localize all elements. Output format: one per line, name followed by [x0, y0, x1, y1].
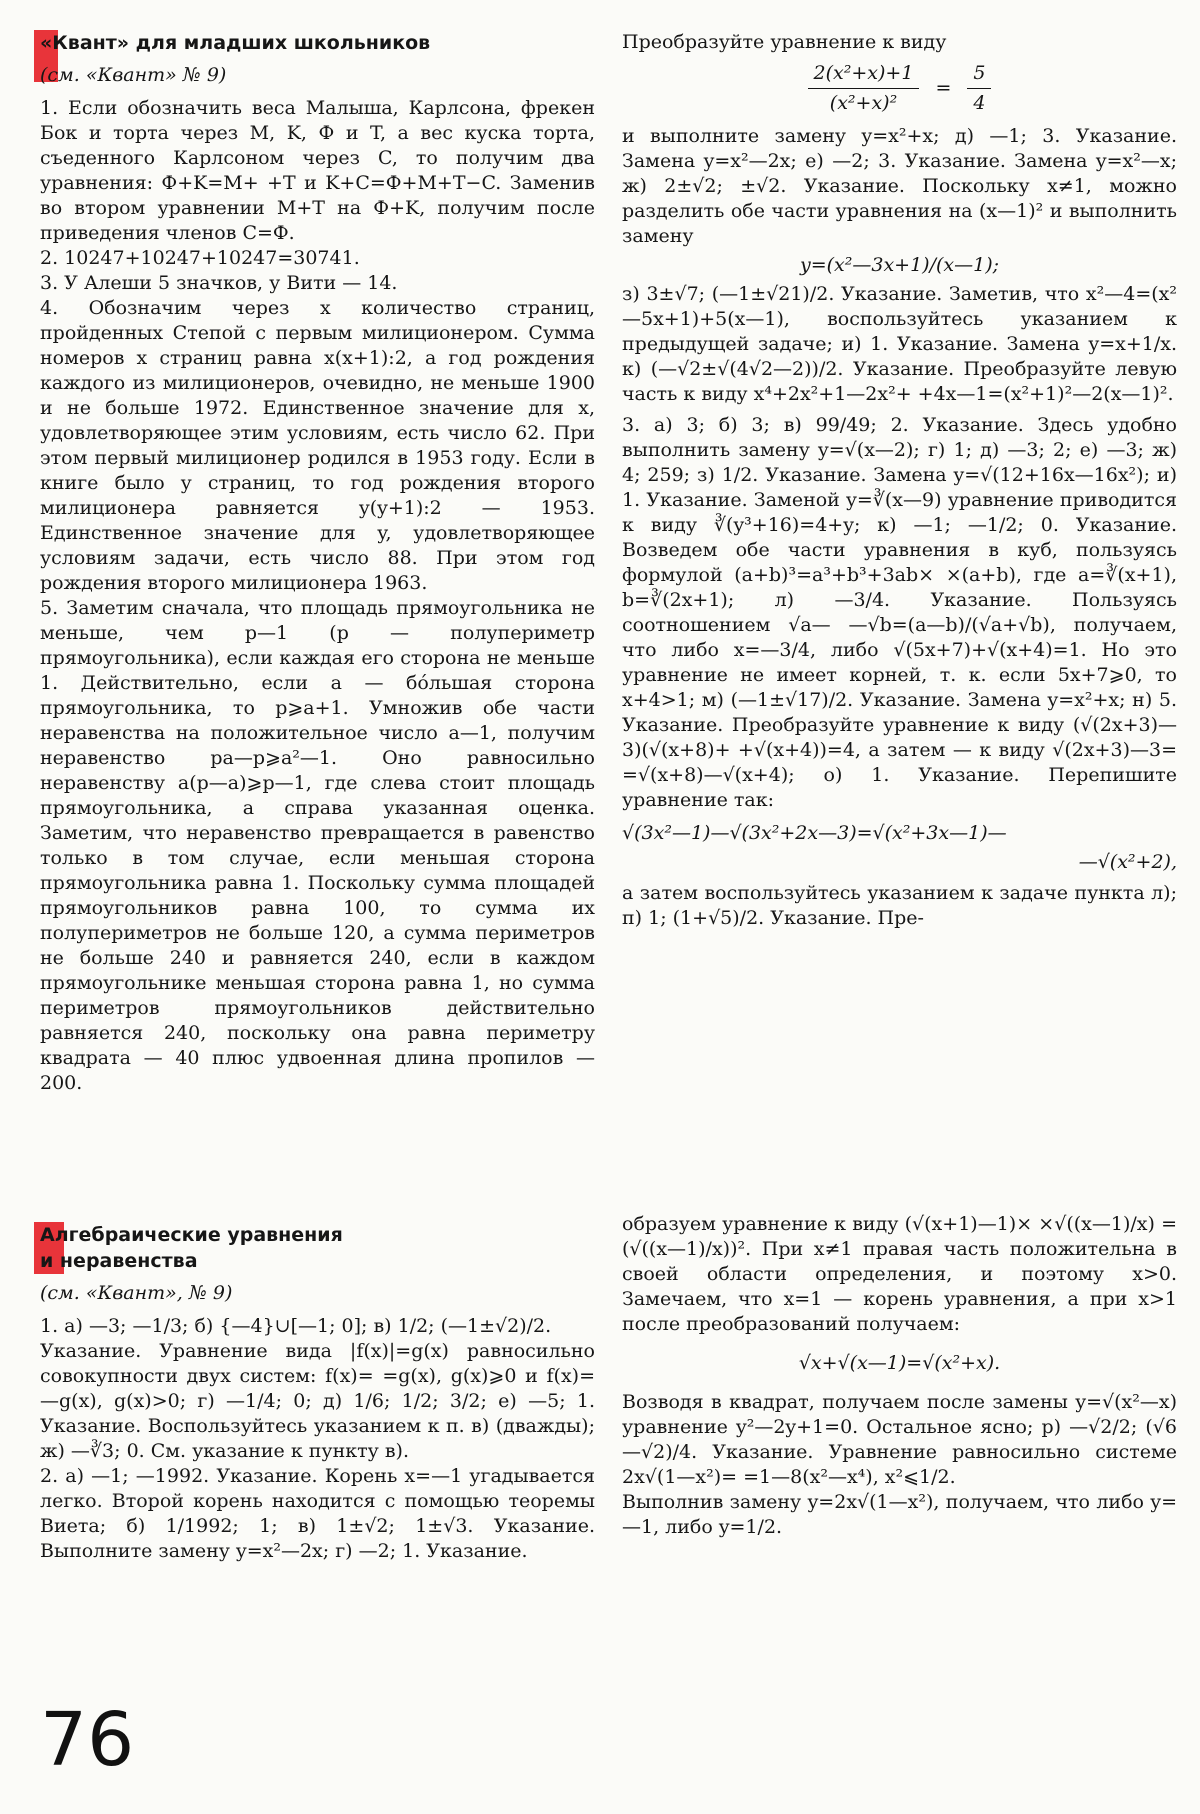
- section2-title-line2: и неравенства: [40, 1250, 198, 1272]
- section2-answer-1: 1. а) —3; —1/3; б) {—4}∪[—1; 0]; в) 1/2; (—1±√2)/2.: [40, 1315, 552, 1337]
- right-formula-b2: —√(x²+2),: [1078, 851, 1177, 873]
- fraction-left-numerator: 2(x²+x)+1: [808, 61, 920, 89]
- right-paragraph-b: з) 3±√7; (—1±√21)/2. Указание. Заметив, что x²—4=(x²—5x+1)+5(x—1), воспользуйтесь указанием к предыдущей задаче; и) 1. Указание. Замена y=x+1/x. к) (—√2±√(4√2—2))/2. Указание. Преобразуйте левую часть к виду x⁴+2x²+1—2x²+ +4x—1=(x²+1)²—2(x—1)².: [622, 283, 1177, 405]
- fraction-equation: [622, 61, 1177, 116]
- fraction-right-numerator: 5: [967, 61, 991, 89]
- fraction-right: [967, 61, 991, 116]
- section1-reference: (см. «Квант» № 9): [40, 64, 227, 86]
- section1-title: «Квант» для младших школьников: [40, 32, 431, 54]
- right-paragraph-a: и выполните замену y=x²+x; д) —1; 3. Указание. Замена y=x²—2x; е) —2; 3. Указание. Замена y=x²—x; ж) 2±√2; ±√2. Указание. Поскольку x≠1, можно разделить обе части уравнения на (x—1)² и выполнить замену: [622, 125, 1177, 247]
- fraction-left: [808, 61, 920, 116]
- section1-answer-3: 3. У Алеши 5 значков, у Вити — 14.: [40, 272, 398, 294]
- section1-answer-2: 2. 10247+10247+10247=30741.: [40, 247, 360, 269]
- section1-answer-4: 4. Обозначим через x количество страниц, пройденных Степой с первым милиционером. Сумма номеров x страниц равна x(x+1):2, а год рождения каждого из милиционеров, очевидно, не меньше 1900 и не больше 1972. Единственное значение для x, удовлетворяющее этим условиям, есть число 62. При этом первый милиционер родился в 1953 году. Если в книге было y страниц, то год рождения второго милиционера равняется y(y+1):2 — 1953. Единственное значение для y, удовлетворяющее условиям задачи, есть число 88. При этом год рождения второго милиционера 1963.: [40, 297, 595, 594]
- fraction-left-denominator: (x²+x)²: [829, 92, 898, 114]
- right-paragraph-c: 3. а) 3; б) 3; в) 99/49; 2. Указание. Здесь удобно выполнить замену y=√(x—2); г) 1; д) —3; 2; е) —3; ж) 4; 259; з) 1/2. Указание. Замена y=√(12+16x—16x²); и) 1. Указание. Заменой y=∛(x—9) уравнение приводится к виду ∛(y³+16)=4+y; к) —1; —1/2; 0. Указание. Возведем обе части уравнения в куб, пользуясь формулой (a+b)³=a³+b³+3ab× ×(a+b), где a=∛(x+1), b=∛(2x+1); л) —3/4. Указание. Пользуясь соотношением √a— —√b=(a—b)/(√a+√b), получаем, что либо x=—3/4, либо √(5x+7)+√(x+4)=1. Но это уравнение не имеет корней, т. к. если 5x+7⩾0, то x+4>1; м) (—1±√17)/2. Указание. Замена y=x²+x; н) 5. Указание. Преобразуйте уравнение к виду (√(2x+3)—3)(√(x+8)+ +√(x+4))=4, а затем — к виду √(2x+3)—3= =√(x+8)—√(x+4); о) 1. Указание. Перепишите уравнение так:: [622, 414, 1177, 811]
- right-formula-a: y=(x²—3x+1)/(x—1);: [799, 254, 1000, 276]
- section2-title-line1: Алгебраические уравнения: [40, 1224, 343, 1246]
- right-intro: Преобразуйте уравнение к виду: [622, 31, 947, 53]
- right-formula-c: √x+√(x—1)=√(x²+x).: [798, 1352, 1001, 1374]
- right-paragraph-d: а затем воспользуйтесь указанием к задаче пункта л); п) 1; (1+√5)/2. Указание. Пре-: [622, 882, 1177, 929]
- section1-column: [40, 30, 595, 1096]
- page-number: 76: [40, 1697, 135, 1783]
- section1-answer-5: 5. Заметим сначала, что площадь прямоугольника не меньше, чем p—1 (p — полупериметр прямоугольника), если каждая его сторона не меньше 1. Действительно, если a — бóльшая сторона прямоугольника, то p⩾a+1. Умножив обе части неравенства на положительное число a—1, получим неравенство pa—p⩾a²—1. Оно равносильно неравенству a(p—a)⩾p—1, где слева стоит площадь прямоугольника, а справа указанная оценка. Заметим, что неравенство превращается в равенство только в том случае, если меньшая сторона прямоугольника равна 1. Поскольку сумма площадей прямоугольников равна 100, то сумма их полупериметров не больше 120, а сумма периметров не больше 240 и равняется 240, если в каждом прямоугольнике меньшая сторона равна 1, но сумма периметров прямоугольников действительно равняется 240, поскольку она равна периметру квадрата — 40 плюс удвоенная длина пропилов — 200.: [40, 597, 595, 1094]
- section2-reference: (см. «Квант», № 9): [40, 1282, 233, 1304]
- fraction-right-denominator: 4: [973, 92, 986, 114]
- right-paragraph-f: Возводя в квадрат, получаем после замены y=√(x²—x) уравнение y²—2y+1=0. Остальное ясно; р) —√2/2; (√6—√2)/4. Указание. Уравнение равносильно системе 2x√(1—x²)= =1—8(x²—x⁴), x²⩽1/2.: [622, 1391, 1177, 1488]
- section1-answer-1: 1. Если обозначить веса Малыша, Карлсона, фрекен Бок и торта через M, K, Ф и T, а вес куска торта, съеденного Карлсоном через C, то получим два уравнения: Ф+K=M+ +T и K+C=Ф+M+T−C. Заменив во втором уравнении M+T на Ф+K, получим после приведения членов C=Ф.: [40, 97, 595, 244]
- right-column-lower: [622, 1212, 1177, 1540]
- section2-column: [40, 1222, 595, 1564]
- right-formula-b1: √(3x²—1)—√(3x²+2x—3)=√(x²+3x—1)—: [622, 822, 1007, 844]
- right-paragraph-e: образуем уравнение к виду (√(x+1)—1)× ×√((x—1)/x) =(√((x—1)/x))². При x≠1 правая часть положительна в своей области определения, и поэтому x>0. Замечаем, что x=1 — корень уравнения, а при x>1 после преобразований получаем:: [622, 1213, 1177, 1335]
- right-column-upper: [622, 30, 1177, 931]
- fraction-equals-sign: =: [935, 77, 952, 99]
- section2-answer-2: 2. а) —1; —1992. Указание. Корень x=—1 угадывается легко. Второй корень находится с помощью теоремы Виета; б) 1/1992; 1; в) 1±√2; 1±√3. Указание. Выполните замену y=x²—2x; г) —2; 1. Указание.: [40, 1465, 595, 1562]
- right-paragraph-g: Выполнив замену y=2x√(1—x²), получаем, что либо y=—1, либо y=1/2.: [622, 1491, 1177, 1538]
- section2-hint-1: Указание. Уравнение вида |f(x)|=g(x) равносильно совокупности двух систем: f(x)= =g(x), g(x)⩾0 и f(x)=—g(x), g(x)>0; г) —1/4; 0; д) 1/6; 1/2; 3/2; е) —5; 1. Указание. Воспользуйтесь указанием к п. в) (дважды); ж) —∛3; 0. См. указание к пункту в).: [40, 1340, 595, 1462]
